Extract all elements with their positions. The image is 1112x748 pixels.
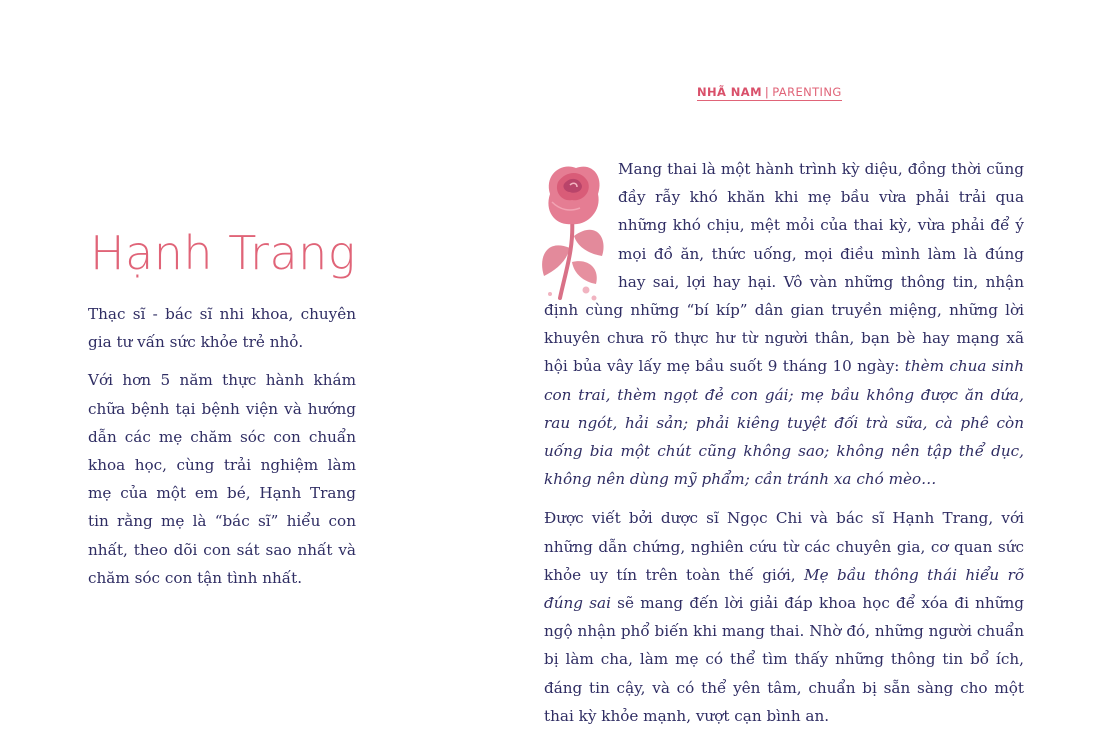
myths-list: thèm chua sinh con trai, thèm ngọt đẻ con gái; mẹ bầu không được ăn dứa, rau ngót, hải sản; phải kiêng tuyệt đối trà sữa, cà phê còn uống bia một chút cũng không sao; không nên tập thể dục, không nên dùng mỹ phẩm; cần tránh xa chó mèo… — [544, 357, 1024, 489]
book-paragraph — [544, 504, 1024, 730]
publisher-brand: NHÃ NAM — [697, 85, 762, 99]
book-text-before: Được viết bởi dược sĩ Ngọc Chi và bác sĩ Hạnh Trang, với những dẫn chứng, nghiên cứu từ các chuyên gia, cơ quan sức khỏe uy tín trên toàn thế giới, — [544, 509, 1024, 584]
header-separator: | — [764, 85, 770, 99]
author-bio — [88, 300, 356, 602]
bio-paragraph: Thạc sĩ - bác sĩ nhi khoa, chuyên gia tư vấn sức khỏe trẻ nhỏ. — [88, 305, 356, 352]
bio-paragraph: Với hơn 5 năm thực hành khám chữa bệnh tại bệnh viện và hướng dẫn các mẹ chăm sóc con chuẩn khoa học, cùng trải nghiệm làm mẹ của một em bé, Hạnh Trang tin rằng mẹ là “bác sĩ” hiểu con nhất, theo dõi con sát sao nhất và chăm sóc con tận tình nhất. — [88, 371, 356, 587]
right-page — [544, 0, 1112, 748]
book-title: Mẹ bầu thông thái hiểu rõ đúng sai — [544, 565, 1024, 613]
intro-paragraph — [544, 155, 1024, 493]
intro-text: Mang thai là một hành trình kỳ diệu, đồng thời cũng đầy rẫy khó khăn khi mẹ bầu vừa phải trải qua những khó chịu, mệt mỏi của thai kỳ, vừa phải để ý mọi đồ ăn, thức uống, mọi điều mình làm là đúng hay sai, lợi hay hại. Vô vàn những thông tin, nhận định cùng những “bí kíp” dân gian truyền miệng, những lời khuyên chưa rõ thực hư từ người thân, bạn bè hay mạng xã hội bủa vây lấy mẹ bầu suốt 9 tháng 10 ngày: — [544, 160, 1024, 376]
series-topic: PARENTING — [772, 85, 842, 99]
main-text — [544, 155, 1024, 741]
book-text-after: sẽ mang đến lời giải đáp khoa học để xóa đi những ngộ nhận phổ biến khi mang thai. Nhờ đó, những người chuẩn bị làm cha, làm mẹ có thể tìm thấy những thông tin bổ ích, đáng tin cậy, và có thể yên tâm, chuẩn bị sẵn sàng cho một thai kỳ khỏe mạnh, vượt cạn bình an. — [544, 594, 1024, 725]
publisher-header — [697, 85, 842, 101]
author-name: Hạnh Trang — [90, 226, 356, 280]
